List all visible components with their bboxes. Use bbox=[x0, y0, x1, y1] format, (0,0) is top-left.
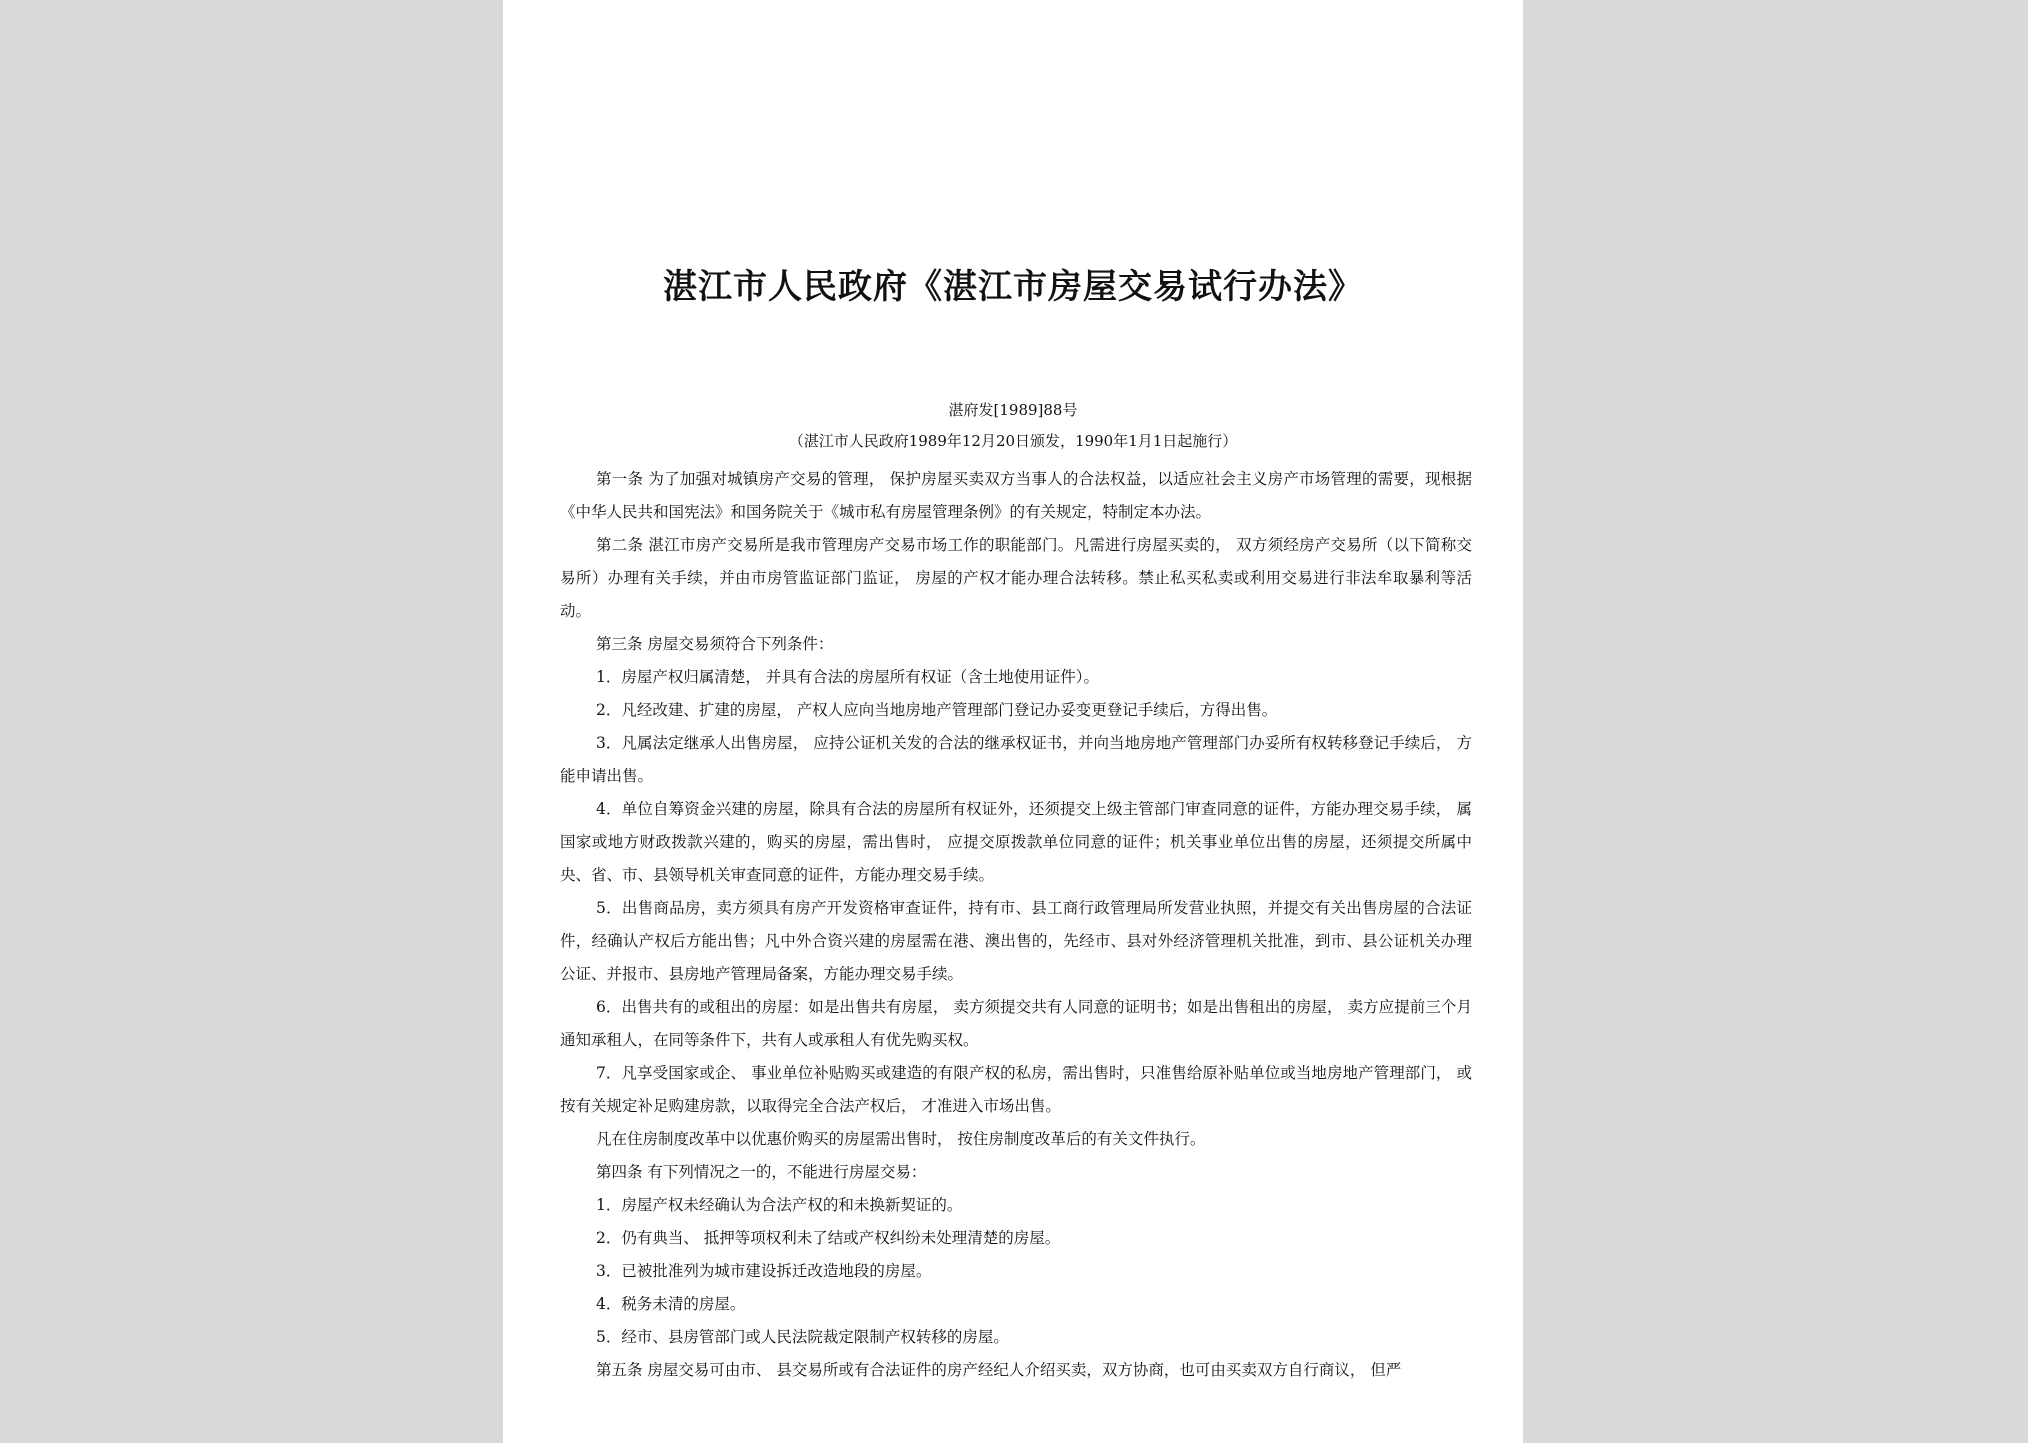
paragraph: 第一条 为了加强对城镇房产交易的管理， 保护房屋买卖双方当事人的合法权益，以适应社会主义房产市场管理的需要，现根据《中华人民共和国宪法》和国务院关于《城市私有房屋管理条例》的有关规定，特制定本办法。 bbox=[560, 470, 1472, 521]
issue-dates-note: （湛江市人民政府1989年12月20日颁发，1990年1月1日起施行） bbox=[788, 432, 1238, 450]
paragraph: 4．税务未清的房屋。 bbox=[596, 1295, 746, 1313]
paragraph: 第三条 房屋交易须符合下列条件： bbox=[596, 635, 834, 653]
paragraph: 7．凡享受国家或企、 事业单位补贴购买或建造的有限产权的私房，需出售时，只准售给原补贴单位或当地房地产管理部门， 或按有关规定补足购建房款，以取得完全合法产权后， 才准进入市场出售。 bbox=[560, 1064, 1472, 1115]
paragraph: 4．单位自筹资金兴建的房屋，除具有合法的房屋所有权证外，还须提交上级主管部门审查同意的证件，方能办理交易手续， 属国家或地方财政拨款兴建的，购买的房屋，需出售时， 应提交原拨款单位同意的证件；机关事业单位出售的房屋，还须提交所属中央、省、市、县领导机关审查同意的证件，方能办理交易手续。 bbox=[560, 800, 1472, 884]
paragraph: 5．出售商品房，卖方须具有房产开发资格审查证件，持有市、县工商行政管理局所发营业执照，并提交有关出售房屋的合法证件，经确认产权后方能出售；凡中外合资兴建的房屋需在港、澳出售的，先经市、县对外经济管理机关批准，到市、县公证机关办理公证、并报市、县房地产管理局备案，方能办理交易手续。 bbox=[560, 899, 1472, 983]
paragraph: 第二条 湛江市房产交易所是我市管理房产交易市场工作的职能部门。凡需进行房屋买卖的， 双方须经房产交易所（以下简称交易所）办理有关手续，并由市房管监证部门监证， 房屋的产权才能办理合法转移。禁止私买私卖或利用交易进行非法牟取暴利等活动。 bbox=[560, 536, 1472, 620]
document-page bbox=[503, 0, 1523, 1443]
paragraph: 第五条 房屋交易可由市、 县交易所或有合法证件的房产经纪人介绍买卖，双方协商，也可由买卖双方自行商议， 但严 bbox=[596, 1361, 1402, 1379]
paragraph: 3．凡属法定继承人出售房屋， 应持公证机关发的合法的继承权证书，并向当地房地产管理部门办妥所有权转移登记手续后， 方能申请出售。 bbox=[560, 734, 1472, 785]
document-number: 湛府发[1989]88号 bbox=[948, 401, 1078, 419]
paragraph: 1．房屋产权未经确认为合法产权的和未换新契证的。 bbox=[596, 1196, 963, 1214]
document-title: 湛江市人民政府《湛江市房屋交易试行办法》 bbox=[663, 267, 1363, 307]
paragraph: 凡在住房制度改革中以优惠价购买的房屋需出售时， 按住房制度改革后的有关文件执行。 bbox=[596, 1130, 1206, 1148]
paragraph: 6．出售共有的或租出的房屋：如是出售共有房屋， 卖方须提交共有人同意的证明书；如是出售租出的房屋， 卖方应提前三个月通知承租人，在同等条件下，共有人或承租人有优先购买权。 bbox=[560, 998, 1472, 1049]
paragraph: 3．已被批准列为城市建设拆迁改造地段的房屋。 bbox=[596, 1262, 932, 1280]
paragraph: 1．房屋产权归属清楚， 并具有合法的房屋所有权证（含土地使用证件）。 bbox=[596, 668, 1100, 686]
paragraph: 第四条 有下列情况之一的，不能进行房屋交易： bbox=[596, 1163, 927, 1181]
paragraph: 2．仍有典当、 抵押等项权利未了结或产权纠纷未处理清楚的房屋。 bbox=[596, 1229, 1061, 1247]
paragraph: 2．凡经改建、扩建的房屋， 产权人应向当地房地产管理部门登记办妥变更登记手续后，方得出售。 bbox=[596, 701, 1278, 719]
paragraph: 5．经市、县房管部门或人民法院裁定限制产权转移的房屋。 bbox=[596, 1328, 1009, 1346]
document-body bbox=[560, 463, 1472, 1387]
